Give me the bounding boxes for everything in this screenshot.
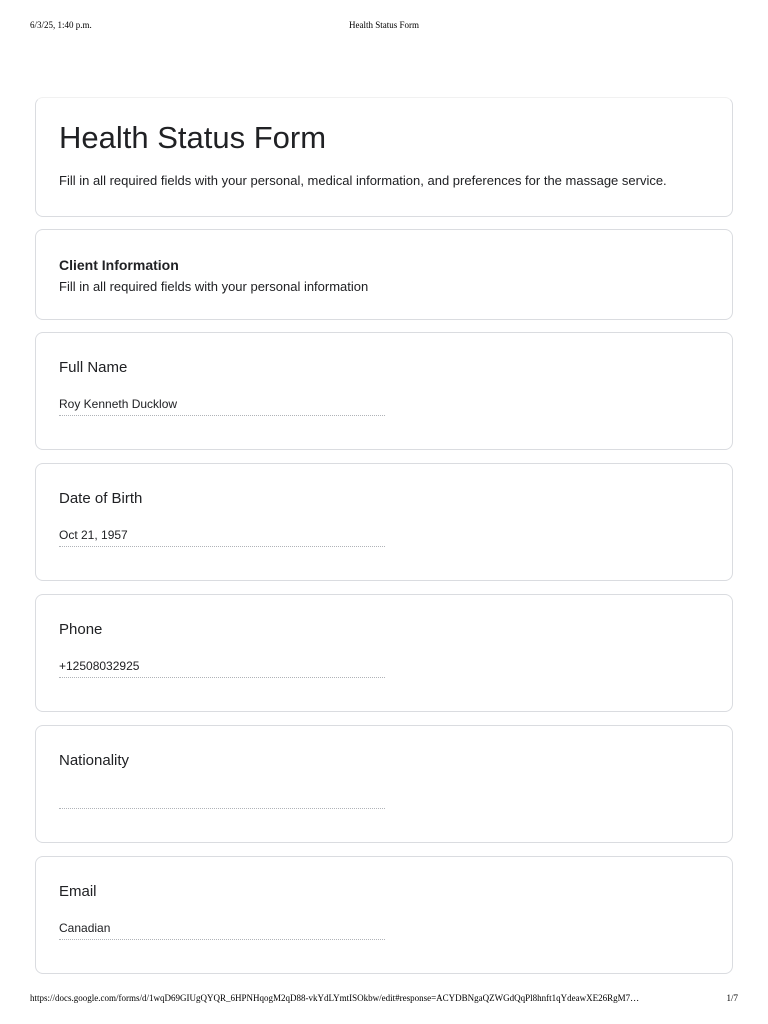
- question-card-email: [35, 856, 733, 974]
- date-of-birth-answer: Oct 21, 1957: [59, 527, 385, 547]
- form-title-card: [35, 97, 733, 217]
- print-datetime: 6/3/25, 1:40 p.m.: [30, 20, 92, 30]
- question-label: Date of Birth: [59, 490, 143, 507]
- nationality-answer: [59, 789, 385, 809]
- section-card-client-information: [35, 229, 733, 320]
- print-footer: [0, 993, 768, 1007]
- page-url[interactable]: https://docs.google.com/forms/d/1wqD69GIUgQYQR_6HPNHqogM2qD88-vkYdLYmtISOkbw/edit#response=ACYDBNgaQZWGdQqPl8hnft1qYdeawXE26RgM7…: [30, 993, 640, 1003]
- question-card-phone: [35, 594, 733, 712]
- question-card-nationality: [35, 725, 733, 843]
- section-title: Client Information: [59, 257, 179, 273]
- question-label: Full Name: [59, 359, 128, 376]
- section-description: Fill in all required fields with your personal information: [59, 279, 369, 294]
- full-name-answer: Roy Kenneth Ducklow: [59, 396, 385, 416]
- print-page-title: Health Status Form: [349, 20, 419, 30]
- email-answer: Canadian: [59, 920, 385, 940]
- question-label: Phone: [59, 621, 103, 638]
- form-description: Fill in all required fields with your personal, medical information, and preferences for the massage service.: [59, 173, 667, 188]
- question-card-date-of-birth: [35, 463, 733, 581]
- question-label: Email: [59, 883, 97, 900]
- question-card-full-name: [35, 332, 733, 450]
- page-number: 1/7: [726, 993, 738, 1003]
- phone-answer: +12508032925: [59, 658, 385, 678]
- print-header: [0, 20, 768, 34]
- form-title: Health Status Form: [59, 120, 327, 155]
- question-label: Nationality: [59, 752, 130, 769]
